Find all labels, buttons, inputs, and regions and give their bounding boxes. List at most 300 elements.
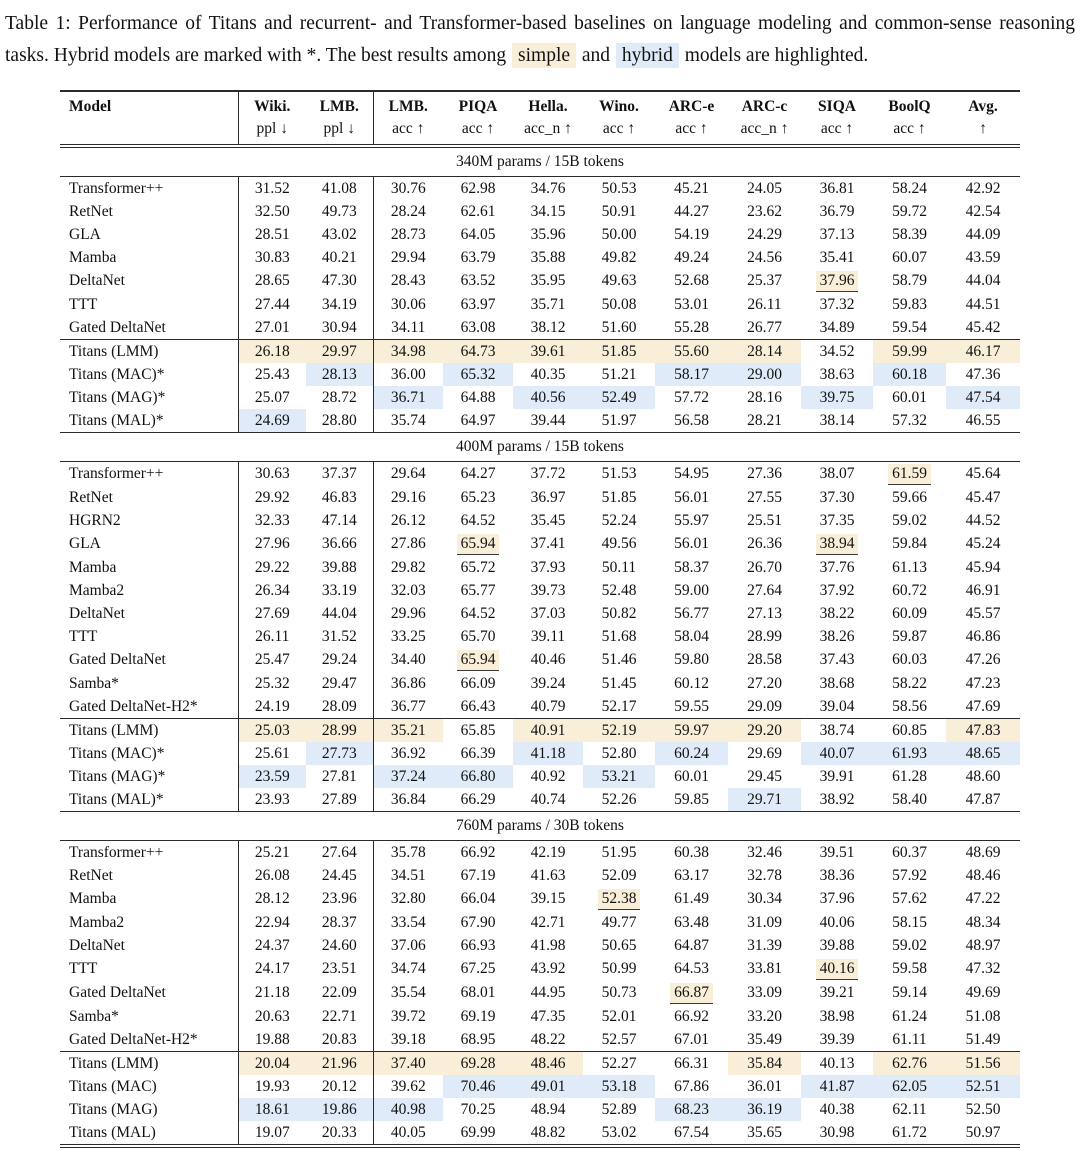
score-cell xyxy=(306,887,373,911)
score-value: 48.69 xyxy=(965,843,1001,861)
score-value: 64.88 xyxy=(460,388,496,406)
score-value: 48.82 xyxy=(530,1123,566,1141)
column-header-avg: Avg. ↑ xyxy=(946,91,1020,146)
score-cell xyxy=(728,841,801,865)
score-value: 36.01 xyxy=(747,1077,782,1095)
score-cell xyxy=(946,934,1020,957)
score-value: 47.83 xyxy=(965,721,1001,739)
score-value: 47.87 xyxy=(965,790,1001,808)
model-name-cell: DeltaNet xyxy=(69,272,125,289)
score-cell xyxy=(728,486,801,509)
score-cell xyxy=(583,269,655,293)
score-cell xyxy=(655,788,728,812)
score-value: 42.54 xyxy=(965,202,1001,220)
score-cell xyxy=(513,246,583,269)
score-value: 19.93 xyxy=(254,1077,290,1095)
table-row xyxy=(60,579,1020,602)
score-value: 26.11 xyxy=(255,627,290,645)
score-value: 50.08 xyxy=(601,295,637,313)
results-table-head xyxy=(60,91,1020,146)
score-value: 45.64 xyxy=(965,465,1001,482)
score-value: 30.76 xyxy=(390,179,426,197)
score-value: 59.54 xyxy=(892,318,927,336)
score-value: 52.80 xyxy=(601,744,637,762)
score-cell xyxy=(655,386,728,409)
score-cell xyxy=(238,841,306,865)
score-cell xyxy=(655,1098,728,1121)
score-cell xyxy=(238,579,306,602)
score-value: 28.51 xyxy=(254,225,290,243)
score-value: 39.88 xyxy=(321,558,357,576)
score-cell xyxy=(583,1052,655,1076)
score-cell xyxy=(306,340,373,364)
best-simple-underlined-value: 65.94 xyxy=(457,650,500,671)
score-cell xyxy=(583,340,655,364)
score-value: 37.92 xyxy=(819,581,855,599)
score-cell xyxy=(513,1098,583,1121)
score-value: 34.15 xyxy=(530,202,566,220)
score-cell xyxy=(946,1121,1020,1146)
score-value: 53.18 xyxy=(601,1077,637,1095)
score-value: 63.97 xyxy=(460,295,496,313)
score-value: 31.09 xyxy=(747,913,782,931)
model-name-cell: Transformer++ xyxy=(69,843,164,861)
score-value: 59.85 xyxy=(674,790,709,808)
score-value: 35.49 xyxy=(747,1030,782,1048)
score-cell xyxy=(801,462,873,487)
score-value: 67.86 xyxy=(674,1077,709,1095)
model-name-cell: Mamba2 xyxy=(69,581,125,599)
score-value: 68.23 xyxy=(674,1100,709,1118)
score-value: 22.09 xyxy=(321,984,357,1001)
score-cell xyxy=(946,911,1020,934)
score-value: 36.19 xyxy=(747,1100,782,1118)
score-cell xyxy=(306,625,373,648)
score-value: 39.39 xyxy=(819,1030,855,1048)
score-cell xyxy=(513,462,583,487)
score-value: 25.47 xyxy=(254,651,290,668)
score-value: 44.04 xyxy=(965,272,1001,289)
score-value: 20.33 xyxy=(321,1123,357,1141)
score-cell xyxy=(306,765,373,788)
score-value: 40.35 xyxy=(530,365,566,383)
score-value: 40.56 xyxy=(530,388,566,406)
table-row xyxy=(60,841,1020,865)
table-row xyxy=(60,409,1020,433)
score-value: 39.88 xyxy=(819,936,855,954)
score-cell xyxy=(513,486,583,509)
table-row xyxy=(60,1052,1020,1076)
score-cell xyxy=(655,340,728,364)
score-value: 58.79 xyxy=(892,272,927,289)
score-value: 57.92 xyxy=(892,866,927,884)
score-cell xyxy=(873,648,946,672)
score-value: 48.46 xyxy=(965,866,1001,884)
score-value: 24.19 xyxy=(254,697,290,715)
score-value: 44.95 xyxy=(530,984,566,1001)
score-value: 38.22 xyxy=(819,604,855,622)
score-cell xyxy=(238,200,306,223)
score-cell xyxy=(373,1052,443,1076)
score-value: 28.43 xyxy=(390,272,426,289)
score-cell xyxy=(728,934,801,957)
score-cell xyxy=(443,223,513,246)
score-cell xyxy=(873,316,946,340)
score-value: 39.44 xyxy=(530,411,566,429)
score-cell xyxy=(946,1005,1020,1028)
score-cell xyxy=(583,363,655,386)
score-cell xyxy=(801,246,873,269)
score-cell xyxy=(728,742,801,765)
score-value: 59.14 xyxy=(892,984,927,1001)
score-value: 49.69 xyxy=(965,984,1001,1001)
score-value: 60.12 xyxy=(674,674,709,692)
score-cell xyxy=(238,269,306,293)
score-cell xyxy=(655,579,728,602)
score-value: 70.46 xyxy=(460,1077,496,1095)
score-cell xyxy=(801,556,873,579)
score-cell xyxy=(728,246,801,269)
score-cell xyxy=(583,719,655,743)
score-cell xyxy=(513,981,583,1005)
score-cell xyxy=(306,934,373,957)
score-cell xyxy=(728,765,801,788)
score-value: 47.26 xyxy=(965,651,1001,668)
score-value: 64.52 xyxy=(460,511,496,529)
score-value: 38.12 xyxy=(530,318,566,336)
score-value: 29.82 xyxy=(390,558,426,576)
score-value: 20.04 xyxy=(254,1054,290,1072)
score-value: 40.05 xyxy=(390,1123,426,1141)
table-row xyxy=(60,269,1020,293)
score-cell xyxy=(873,841,946,865)
model-name-cell: Titans (MAC)* xyxy=(69,365,165,383)
score-value: 65.85 xyxy=(460,721,496,739)
results-table-body xyxy=(60,146,1020,1146)
score-cell xyxy=(946,269,1020,293)
score-cell xyxy=(306,532,373,556)
model-name-cell: Gated DeltaNet-H2* xyxy=(69,697,198,715)
score-cell xyxy=(238,672,306,695)
score-cell xyxy=(443,695,513,719)
score-cell xyxy=(443,887,513,911)
score-cell xyxy=(873,672,946,695)
score-cell xyxy=(583,934,655,957)
score-cell xyxy=(238,602,306,625)
score-cell xyxy=(946,462,1020,487)
score-value: 51.60 xyxy=(601,318,637,336)
table-row xyxy=(60,719,1020,743)
score-cell xyxy=(373,486,443,509)
score-cell xyxy=(513,841,583,865)
score-value: 28.73 xyxy=(390,225,426,243)
score-cell xyxy=(946,509,1020,532)
score-cell xyxy=(443,556,513,579)
score-value: 59.02 xyxy=(892,936,927,954)
score-cell xyxy=(728,177,801,201)
score-cell xyxy=(373,340,443,364)
score-cell xyxy=(373,316,443,340)
score-cell xyxy=(946,742,1020,765)
score-cell xyxy=(583,625,655,648)
score-value: 32.50 xyxy=(254,202,290,220)
score-value: 30.63 xyxy=(254,465,290,482)
score-value: 56.01 xyxy=(674,535,709,552)
score-value: 27.69 xyxy=(254,604,290,622)
score-cell xyxy=(873,556,946,579)
score-cell xyxy=(946,765,1020,788)
model-name-cell: RetNet xyxy=(69,488,113,506)
score-value: 63.52 xyxy=(460,272,496,289)
model-name-cell: Titans (MAL) xyxy=(69,1123,156,1141)
score-cell xyxy=(443,579,513,602)
score-cell xyxy=(238,1075,306,1098)
score-cell xyxy=(655,957,728,981)
score-value: 51.85 xyxy=(601,488,637,506)
score-cell xyxy=(801,841,873,865)
score-value: 50.65 xyxy=(601,936,637,954)
score-value: 41.18 xyxy=(530,744,566,762)
model-name-cell: Mamba xyxy=(69,248,117,266)
score-value: 66.93 xyxy=(460,936,496,954)
score-cell xyxy=(946,788,1020,812)
score-value: 36.00 xyxy=(390,365,426,383)
model-name-cell: Mamba2 xyxy=(69,913,125,931)
score-cell xyxy=(655,486,728,509)
score-cell xyxy=(513,1052,583,1076)
table-row xyxy=(60,486,1020,509)
score-cell xyxy=(443,340,513,364)
caption-simple-highlight: simple xyxy=(512,43,576,68)
score-value: 38.63 xyxy=(819,365,855,383)
score-cell xyxy=(373,1028,443,1052)
score-value: 33.19 xyxy=(321,581,357,599)
model-name-cell: Gated DeltaNet xyxy=(69,651,166,668)
score-value: 31.39 xyxy=(747,936,782,954)
score-cell xyxy=(443,200,513,223)
model-name-cell: TTT xyxy=(69,295,98,313)
score-cell xyxy=(373,934,443,957)
score-value: 40.13 xyxy=(819,1054,855,1072)
score-value: 58.04 xyxy=(674,627,709,645)
score-value: 30.34 xyxy=(747,890,782,907)
score-cell xyxy=(873,486,946,509)
score-value: 65.23 xyxy=(460,488,496,506)
score-value: 59.02 xyxy=(892,511,927,529)
score-value: 47.22 xyxy=(965,890,1001,907)
score-value: 34.52 xyxy=(819,342,855,360)
column-header-siqa: SIQA acc ↑ xyxy=(801,91,873,146)
score-cell xyxy=(443,957,513,981)
score-cell xyxy=(373,625,443,648)
score-cell xyxy=(513,625,583,648)
score-cell xyxy=(583,556,655,579)
score-value: 26.77 xyxy=(747,318,782,336)
score-value: 66.92 xyxy=(460,843,496,861)
score-value: 50.99 xyxy=(601,960,637,977)
score-cell xyxy=(801,509,873,532)
score-value: 30.94 xyxy=(321,318,357,336)
score-cell xyxy=(443,269,513,293)
section-title: 400M params / 15B tokens xyxy=(60,433,1020,462)
score-value: 66.92 xyxy=(674,1007,709,1025)
score-value: 34.51 xyxy=(390,866,426,884)
table-row xyxy=(60,648,1020,672)
score-cell xyxy=(946,864,1020,887)
column-header-lmb: LMB. acc ↑ xyxy=(373,91,443,146)
score-cell xyxy=(373,1005,443,1028)
score-value: 47.35 xyxy=(530,1007,566,1025)
score-cell xyxy=(655,625,728,648)
table-row xyxy=(60,316,1020,340)
score-value: 37.37 xyxy=(321,465,357,482)
score-cell xyxy=(801,957,873,981)
score-cell xyxy=(443,486,513,509)
score-value: 37.30 xyxy=(819,488,855,506)
score-value: 53.21 xyxy=(601,767,637,785)
score-cell xyxy=(873,625,946,648)
column-header-wino: Wino. acc ↑ xyxy=(583,91,655,146)
score-value: 51.45 xyxy=(601,674,637,692)
model-name-cell: GLA xyxy=(69,535,101,552)
score-cell xyxy=(513,532,583,556)
score-cell xyxy=(238,293,306,316)
score-value: 52.57 xyxy=(601,1030,637,1048)
score-cell xyxy=(655,695,728,719)
score-value: 59.83 xyxy=(892,295,927,313)
score-cell xyxy=(873,695,946,719)
score-cell xyxy=(373,509,443,532)
score-cell xyxy=(946,672,1020,695)
score-value: 47.32 xyxy=(965,960,1001,977)
score-cell xyxy=(513,293,583,316)
score-cell xyxy=(373,672,443,695)
score-cell xyxy=(655,223,728,246)
score-cell xyxy=(801,386,873,409)
score-cell xyxy=(946,602,1020,625)
score-cell xyxy=(306,1005,373,1028)
score-value: 35.95 xyxy=(530,272,566,289)
score-value: 20.63 xyxy=(254,1007,290,1025)
score-value: 37.06 xyxy=(390,936,426,954)
score-cell xyxy=(873,1052,946,1076)
score-value: 49.01 xyxy=(530,1077,566,1095)
score-value: 28.65 xyxy=(254,272,290,289)
score-value: 49.56 xyxy=(601,535,637,552)
score-cell xyxy=(873,386,946,409)
score-value: 58.15 xyxy=(892,913,927,931)
score-value: 25.21 xyxy=(254,843,290,861)
score-cell xyxy=(513,340,583,364)
score-cell xyxy=(583,316,655,340)
score-cell xyxy=(306,246,373,269)
score-value: 51.46 xyxy=(601,651,637,668)
score-value: 47.36 xyxy=(965,365,1001,383)
score-cell xyxy=(946,363,1020,386)
score-cell xyxy=(583,462,655,487)
score-cell xyxy=(728,340,801,364)
score-cell xyxy=(238,742,306,765)
score-value: 24.05 xyxy=(747,179,782,197)
score-cell xyxy=(583,788,655,812)
score-cell xyxy=(873,765,946,788)
score-value: 52.68 xyxy=(674,272,709,289)
score-value: 69.28 xyxy=(460,1054,496,1072)
score-value: 59.99 xyxy=(892,342,927,360)
table-row xyxy=(60,386,1020,409)
score-value: 56.77 xyxy=(674,604,709,622)
score-cell xyxy=(373,957,443,981)
score-value: 64.27 xyxy=(460,465,496,482)
score-value: 28.80 xyxy=(321,411,357,429)
score-cell xyxy=(655,672,728,695)
score-cell xyxy=(728,1005,801,1028)
score-value: 57.32 xyxy=(892,411,927,429)
score-value: 64.73 xyxy=(460,342,496,360)
model-name-cell: Titans (MAC)* xyxy=(69,744,165,762)
score-value: 50.91 xyxy=(601,202,637,220)
table-caption xyxy=(5,8,1075,72)
score-cell xyxy=(655,556,728,579)
score-value: 35.54 xyxy=(390,984,426,1001)
score-cell xyxy=(238,719,306,743)
model-name-cell: DeltaNet xyxy=(69,604,125,622)
score-value: 25.37 xyxy=(747,272,782,289)
score-cell xyxy=(583,911,655,934)
score-value: 32.33 xyxy=(254,511,290,529)
score-cell xyxy=(801,1121,873,1146)
table-row xyxy=(60,1075,1020,1098)
score-value: 35.45 xyxy=(530,511,566,529)
column-header-model: Model xyxy=(60,91,238,146)
score-cell xyxy=(238,340,306,364)
score-cell xyxy=(513,409,583,433)
score-cell xyxy=(801,486,873,509)
score-value: 65.32 xyxy=(460,365,496,383)
score-cell xyxy=(373,556,443,579)
score-cell xyxy=(728,648,801,672)
score-cell xyxy=(873,200,946,223)
score-cell xyxy=(513,934,583,957)
score-cell xyxy=(238,246,306,269)
score-cell xyxy=(513,363,583,386)
score-cell xyxy=(373,409,443,433)
score-cell xyxy=(583,648,655,672)
score-cell xyxy=(655,509,728,532)
model-name-cell: Titans (LMM) xyxy=(60,1052,238,1076)
table-row xyxy=(60,1028,1020,1052)
score-cell xyxy=(513,1121,583,1146)
score-cell xyxy=(873,934,946,957)
score-value: 39.04 xyxy=(819,697,855,715)
score-cell xyxy=(373,579,443,602)
score-value: 36.86 xyxy=(390,674,426,692)
score-value: 34.76 xyxy=(530,179,566,197)
score-cell xyxy=(655,765,728,788)
score-value: 49.82 xyxy=(601,248,637,266)
score-value: 49.73 xyxy=(321,202,357,220)
score-cell xyxy=(801,200,873,223)
score-value: 52.09 xyxy=(601,866,637,884)
section-title: 340M params / 15B tokens xyxy=(60,146,1020,177)
score-value: 50.53 xyxy=(601,179,637,197)
score-value: 59.55 xyxy=(674,697,709,715)
score-cell xyxy=(306,602,373,625)
score-value: 24.45 xyxy=(321,866,357,884)
score-value: 66.04 xyxy=(460,890,496,907)
caption-text-3: models are highlighted. xyxy=(679,45,869,66)
score-cell xyxy=(373,864,443,887)
